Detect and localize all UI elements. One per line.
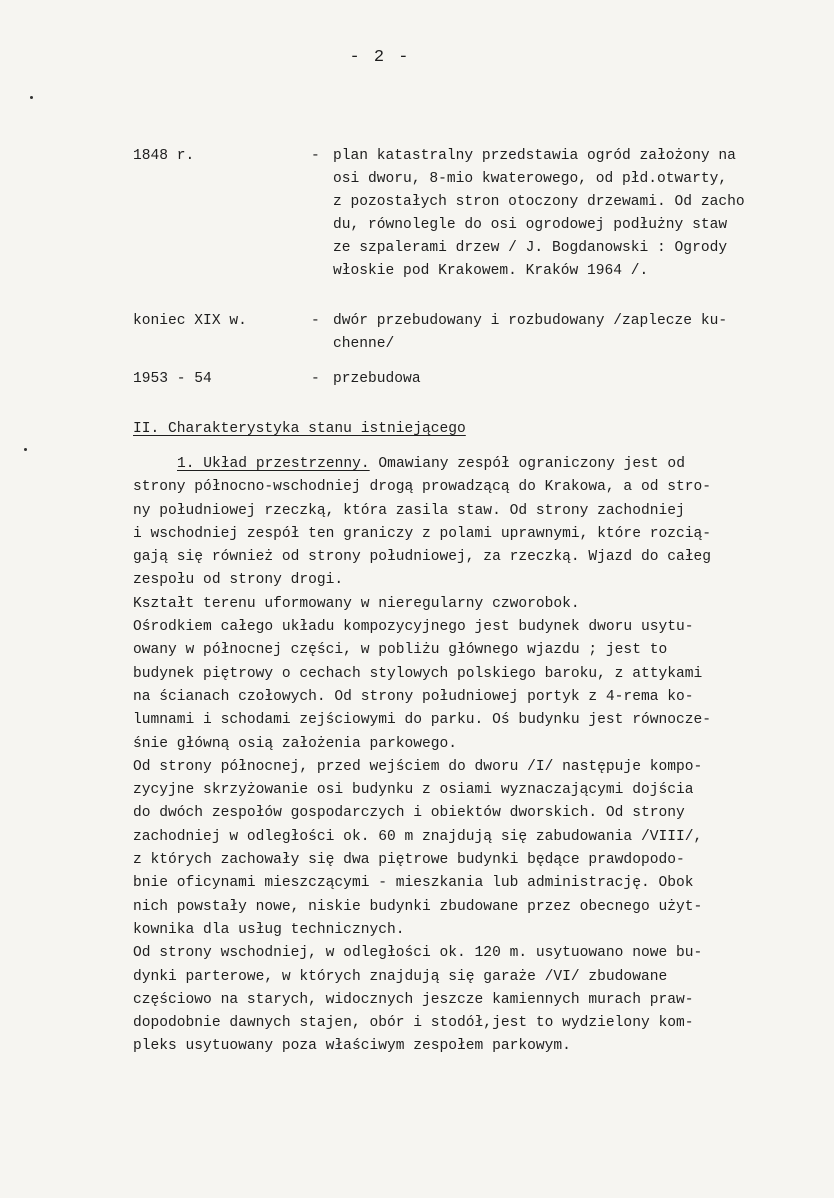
chronology-description: dwór przebudowany i rozbudowany /zaplecze ku- chenne/ [333, 313, 728, 352]
chronology-dash: - [311, 371, 320, 387]
body-paragraphs [133, 453, 823, 1059]
chronology-description: plan katastralny przedstawia ogród założony na osi dworu, 8-mio kwaterowego, od płd.otwarty, z pozostałych stron otoczony drzewami. Od zacho du, równolegle do osi ogrodowej podłużny staw ze szpalerami drzew / J. Bogdanowski : Ogrody włoskie pod Krakowem. Kraków 1964 /. [333, 148, 745, 279]
body-text: Omawiany zespół ograniczony jest od strony północno-wschodniej drogą prowadzącą do Krakowa, a od stro- ny południowej rzeczką, która zasila staw. Od strony zachodniej i wschodniej zespół ten graniczy z polami uprawnymi, które rozcią- gają się również od strony południowej, za rzeczką. Wjazd do całeg zespołu od strony drogi. Kształt terenu uformowany w nieregularny czworobok. Ośrodkiem całego układu kompozycyjnego jest budynek dworu usytu- owany w północnej części, w pobliżu głównego wjazdu ; jest to budynek piętrowy o cechach stylowych polskiego baroku, z attykami na ścianach czołowych. Od strony południowej portyk z 4-rema ko- lumnami i schodami zejściowymi do parku. Oś budynku jest równocze- śnie główną osią założenia parkowego. Od strony północnej, przed wejściem do dworu /I/ następuje kompo- zycyjne skrzyżowanie osi budynku z osiami wyznaczającymi dojścia do dwóch zespołów gospodarczych i obiektów dworskich. Od strony zachodniej w odległości ok. 60 m znajdują się zabudowania /VIII/, z których zachowały się dwa piętrowe budynki będące prawdopodo- bnie oficynami mieszczącymi - mieszkania lub administrację. Obok nich powstały nowe, niskie budynki zbudowane przez obecnego użyt- kownika dla usług technicznych. Od strony wschodniej, w odległości ok. 120 m. usytuowano nowe bu- dynki parterowe, w których znajdują się garaże /VI/ zbudowane częściowo na starych, widocznych jeszcze kamiennych murach praw- dopodobnie dawnych stajen, obór i stodół,jest to wydzielony kom- pleks usytuowany poza właściwym zespołem parkowym. [133, 456, 712, 1055]
chronology-date: 1953 - 54 [133, 371, 212, 387]
chronology-date: 1848 r. [133, 148, 195, 164]
margin-speck [30, 96, 33, 99]
chronology-date: koniec XIX w. [133, 313, 247, 329]
section-heading: II. Charakterystyka stanu istniejącego [133, 421, 466, 437]
margin-speck [24, 448, 27, 451]
page-number: - 2 - [349, 48, 411, 67]
chronology-description: przebudowa [333, 371, 421, 387]
chronology-dash: - [311, 148, 320, 164]
subsection-heading: 1. Układ przestrzenny. [177, 456, 370, 472]
chronology-dash: - [311, 313, 320, 329]
